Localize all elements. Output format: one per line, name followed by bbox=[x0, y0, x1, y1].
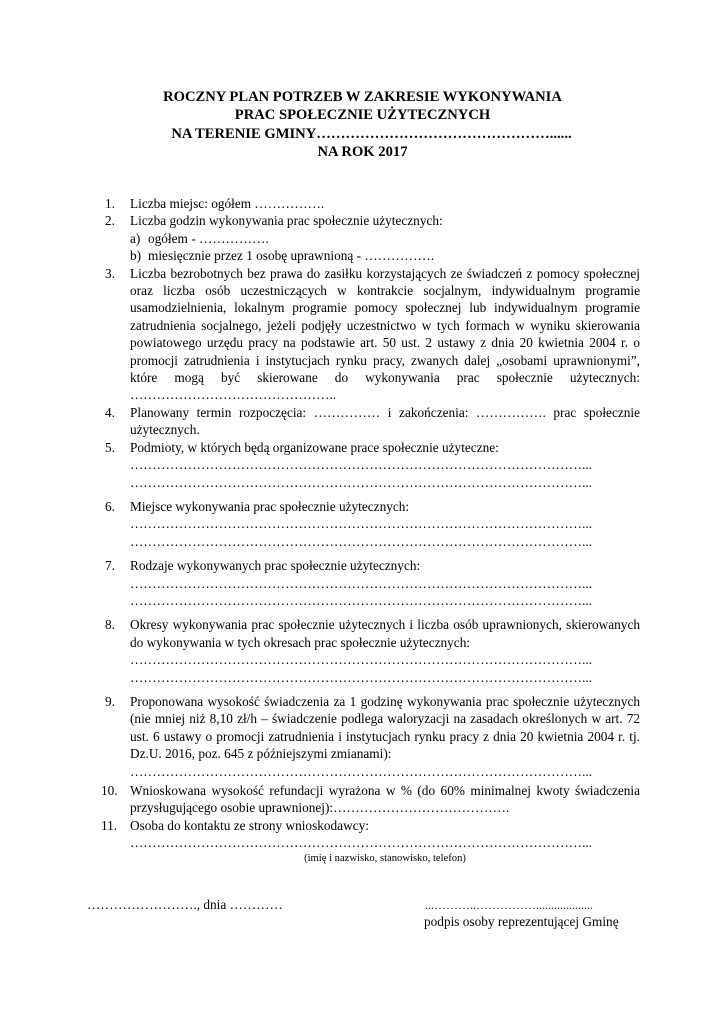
signature-line[interactable]: ...………..……………................... bbox=[425, 898, 593, 912]
title-line-3: NA TERENIE GMINY…………………………………………...... bbox=[171, 125, 572, 142]
list-item-7 bbox=[101, 557, 640, 609]
numbered-list bbox=[101, 195, 640, 866]
fill-in-line[interactable]: …………………………………………………………………………………………... bbox=[130, 575, 593, 591]
sub-item-b bbox=[130, 247, 640, 264]
fill-in-line[interactable]: …………………………………………………………………………………………... bbox=[130, 474, 593, 490]
document-title bbox=[0, 88, 725, 162]
item-text: Planowany termin rozpoczęcia: …………… i zakończenia: ……………. prac społecznie użytecznych. bbox=[130, 404, 640, 438]
sub-item-a bbox=[130, 230, 640, 247]
list-item-8 bbox=[101, 616, 640, 686]
signature-caption: podpis osoby reprezentującej Gminę bbox=[424, 914, 619, 929]
list-item-11 bbox=[101, 817, 640, 866]
item-text: Miejsce wykonywania prac społecznie użytecznych: bbox=[130, 498, 410, 514]
item-text: Liczba miejsc: ogółem ……………. bbox=[130, 196, 325, 211]
list-item-9 bbox=[101, 693, 640, 780]
contact-caption: (imię i nazwisko, stanowisko, telefon) bbox=[304, 852, 466, 864]
fill-in-line[interactable]: …………………………………………………………………………………………... bbox=[130, 835, 593, 851]
item-number: 6. bbox=[105, 498, 115, 514]
item-text: Liczba bezrobotnych bez prawa do zasiłku korzystających ze świadczeń z pomocy społecznej oraz liczba osób uczestniczących w kontrakcie socjalnym, indywidualnym programie usamodzielnienia, lokalnym programie pomocy społecznej lub indywidualnym programie zatrudnienia socjalnego, jeżeli podjęły uczestnictwo w tych formach w wyniku skierowania powiatowego urzędu pracy na podstawie art. 50 ust. 2 ustawy z dnia 20 kwietnia 2004 r. o promocji zatrudnienia i instytucjach rynku pracy, zwanych dalej „osobami uprawnionymi”, które mogą być skierowane do wykonywania prac społecznie użytecznych: ……………………………………….. bbox=[130, 265, 640, 403]
item-number: 4. bbox=[105, 404, 115, 420]
item-text: Rodzaje wykonywanych prac społecznie użytecznych: bbox=[130, 558, 421, 574]
item-number: 10. bbox=[101, 783, 118, 798]
sub-item-letter: b) bbox=[130, 248, 142, 264]
sub-item-letter: a) bbox=[130, 230, 141, 246]
item-text: Osoba do kontaktu ze strony wnioskodawcy: bbox=[130, 817, 369, 833]
list-item-10 bbox=[101, 782, 640, 817]
sub-item-text: miesięcznie przez 1 osobę uprawnioną - ……………. bbox=[148, 248, 435, 264]
sub-item-text: ogółem - ……………. bbox=[148, 230, 269, 246]
item-text: Proponowana wysokość świadczenia za 1 godzinę wykonywania prac społecznie użytecznych (nie mniej niż 8,10 zł/h – świadczenie podlega waloryzacji na zasadach określonych w art. 72 ust. 6 ustawy o promocji zatrudnienia i instytucjach rynku pracy z dnia 20 kwietnia 2004 r. tj. Dz.U. 2016, poz. 645 z późniejszymi zmianami): bbox=[130, 693, 640, 762]
list-item-6 bbox=[101, 498, 640, 550]
title-line-4: NA ROK 2017 bbox=[317, 144, 408, 161]
item-number: 1. bbox=[105, 196, 115, 211]
item-number: 11. bbox=[101, 817, 118, 833]
list-item-4 bbox=[101, 404, 640, 439]
item-number: 5. bbox=[105, 439, 115, 455]
title-line-2: PRAC SPOŁECZNIE UŻYTECZNYCH bbox=[234, 107, 491, 124]
item-number: 2. bbox=[105, 213, 115, 229]
list-item-2 bbox=[101, 212, 640, 264]
list-item-5 bbox=[101, 439, 640, 491]
item-number: 3. bbox=[105, 265, 115, 281]
item-text: Podmioty, w których będą organizowane prace społecznie użyteczne: bbox=[130, 439, 499, 455]
title-line-1: ROCZNY PLAN POTRZEB W ZAKRESIE WYKONYWANIA bbox=[163, 89, 562, 105]
list-item-3 bbox=[101, 265, 640, 404]
fill-in-line[interactable]: …………………………………………………………………………………………... bbox=[130, 763, 593, 779]
item-text: Okresy wykonywania prac społecznie użytecznych i liczba osób uprawnionych, skierowanych do wykonywania w tych okresach prac społecznie użytecznych: bbox=[130, 617, 640, 650]
item-number: 8. bbox=[105, 617, 115, 633]
fill-in-line[interactable]: …………………………………………………………………………………………... bbox=[130, 652, 593, 668]
fill-in-line[interactable]: …………………………………………………………………………………………... bbox=[130, 516, 593, 532]
item-number: 9. bbox=[105, 693, 115, 709]
fill-in-line[interactable]: …………………………………………………………………………………………... bbox=[130, 592, 593, 608]
list-item-1 bbox=[101, 195, 640, 212]
item-text: Liczba godzin wykonywania prac społecznie użytecznych: bbox=[130, 213, 443, 229]
place-date-field[interactable]: ……………………., dnia ………… bbox=[87, 897, 283, 912]
fill-in-line[interactable]: …………………………………………………………………………………………... bbox=[130, 533, 593, 549]
item-number: 7. bbox=[105, 558, 115, 574]
item-text: Wnioskowana wysokość refundacji wyrażona w % (do 60% minimalnej kwoty świadczenia przysługującego osobie uprawnionej):…………………………………. bbox=[130, 783, 640, 816]
fill-in-line[interactable]: …………………………………………………………………………………………... bbox=[130, 669, 593, 685]
fill-in-line[interactable]: …………………………………………………………………………………………... bbox=[130, 457, 593, 473]
